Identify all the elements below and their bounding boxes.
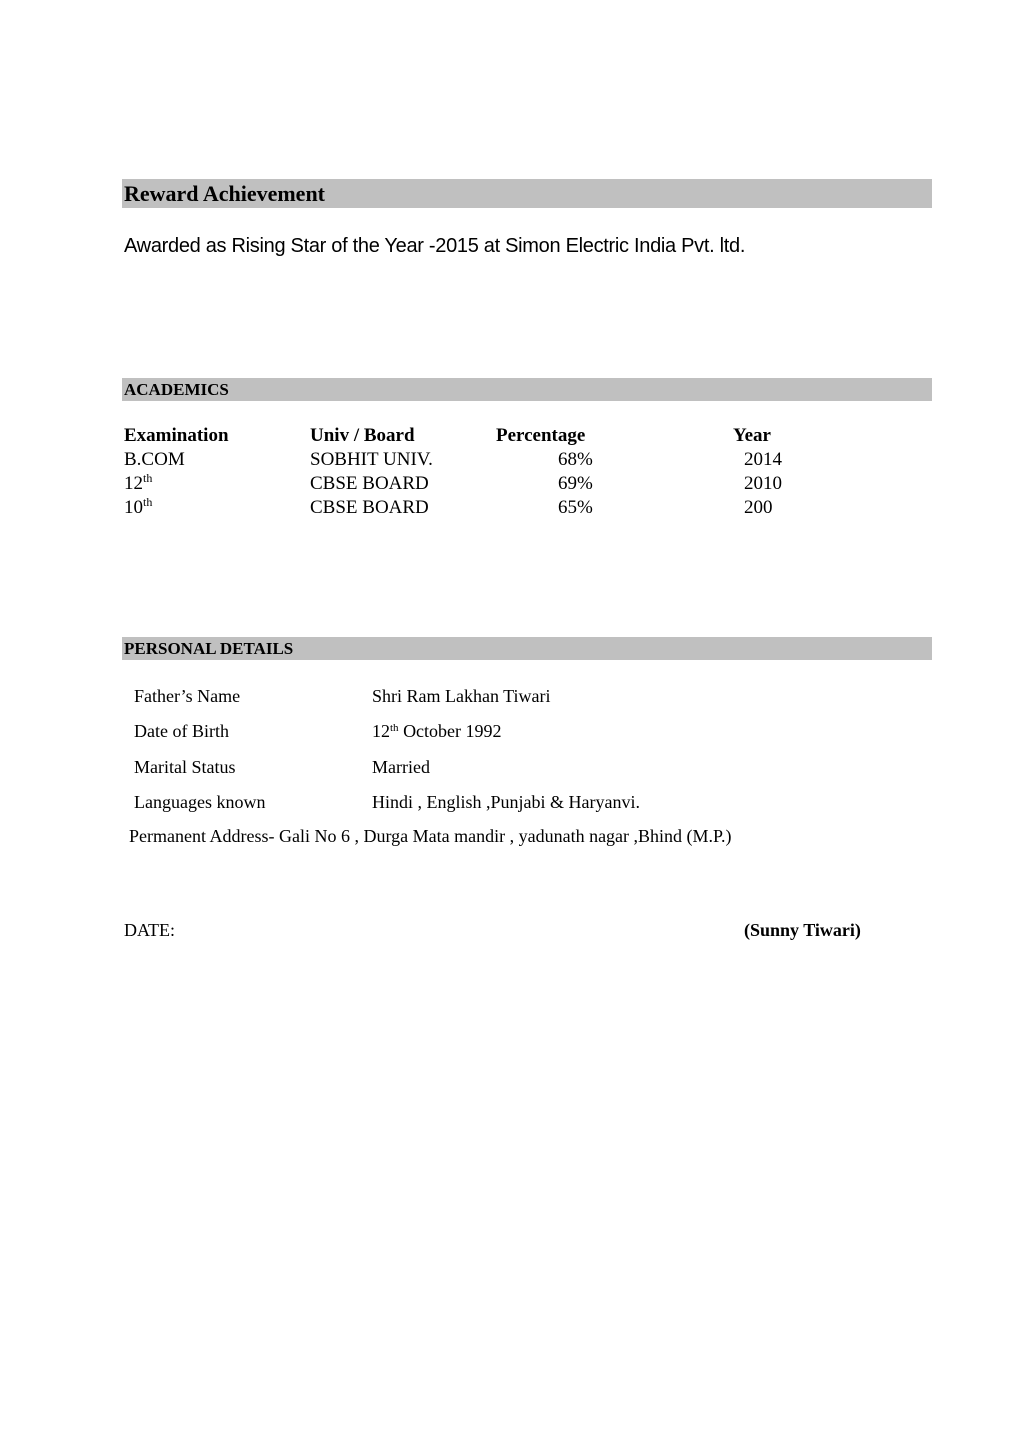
column-header-percentage: Percentage (496, 425, 586, 446)
exam-cell (124, 472, 152, 496)
languages-label: Languages known (134, 792, 266, 812)
exam-cell (124, 496, 152, 520)
board-cell: SOBHIT UNIV. (310, 449, 433, 470)
exam-name: B.COM (124, 449, 185, 470)
academics-section-heading: ACADEMICS (122, 378, 932, 401)
exam-cell (124, 448, 185, 472)
dob-month-year: October 1992 (398, 721, 502, 741)
fathers-name-value: Shri Ram Lakhan Tiwari (372, 686, 551, 706)
reward-section-heading: Reward Achievement (122, 179, 932, 208)
marital-status-label: Marital Status (134, 757, 236, 777)
marital-status-value: Married (372, 757, 430, 777)
marital-status-row (134, 755, 430, 779)
languages-value: Hindi , English ,Punjabi & Haryanvi. (372, 792, 640, 812)
exam-ordinal: th (143, 495, 153, 509)
date-label: DATE: (124, 920, 175, 940)
board-cell: CBSE BOARD (310, 497, 429, 518)
date-of-birth-row (134, 719, 502, 743)
date-of-birth-label: Date of Birth (134, 721, 229, 741)
column-header-year: Year (733, 425, 771, 446)
column-header-board: Univ / Board (310, 425, 415, 446)
year-cell: 200 (744, 497, 773, 518)
exam-name: 12 (124, 473, 143, 494)
permanent-address: Permanent Address- Gali No 6 , Durga Mata mandir , yadunath nagar ,Bhind (M.P.) (129, 826, 732, 846)
personal-details-section-heading: PERSONAL DETAILS (122, 637, 932, 660)
percentage-cell: 65% (558, 497, 593, 518)
board-cell: CBSE BOARD (310, 473, 429, 494)
column-header-examination: Examination (124, 425, 229, 446)
dob-day: 12 (372, 721, 390, 741)
year-cell: 2010 (744, 473, 782, 494)
year-cell: 2014 (744, 449, 782, 470)
award-description: Awarded as Rising Star of the Year -2015 at Simon Electric India Pvt. ltd. (124, 235, 746, 257)
fathers-name-row (134, 684, 551, 708)
dob-ordinal: th (390, 722, 399, 734)
percentage-cell: 69% (558, 473, 593, 494)
languages-row (134, 790, 640, 814)
exam-ordinal: th (143, 471, 153, 485)
fathers-name-label: Father’s Name (134, 686, 241, 706)
exam-name: 10 (124, 497, 143, 518)
date-of-birth-value (372, 719, 502, 743)
percentage-cell: 68% (558, 449, 593, 470)
signature-name: (Sunny Tiwari) (744, 920, 861, 940)
